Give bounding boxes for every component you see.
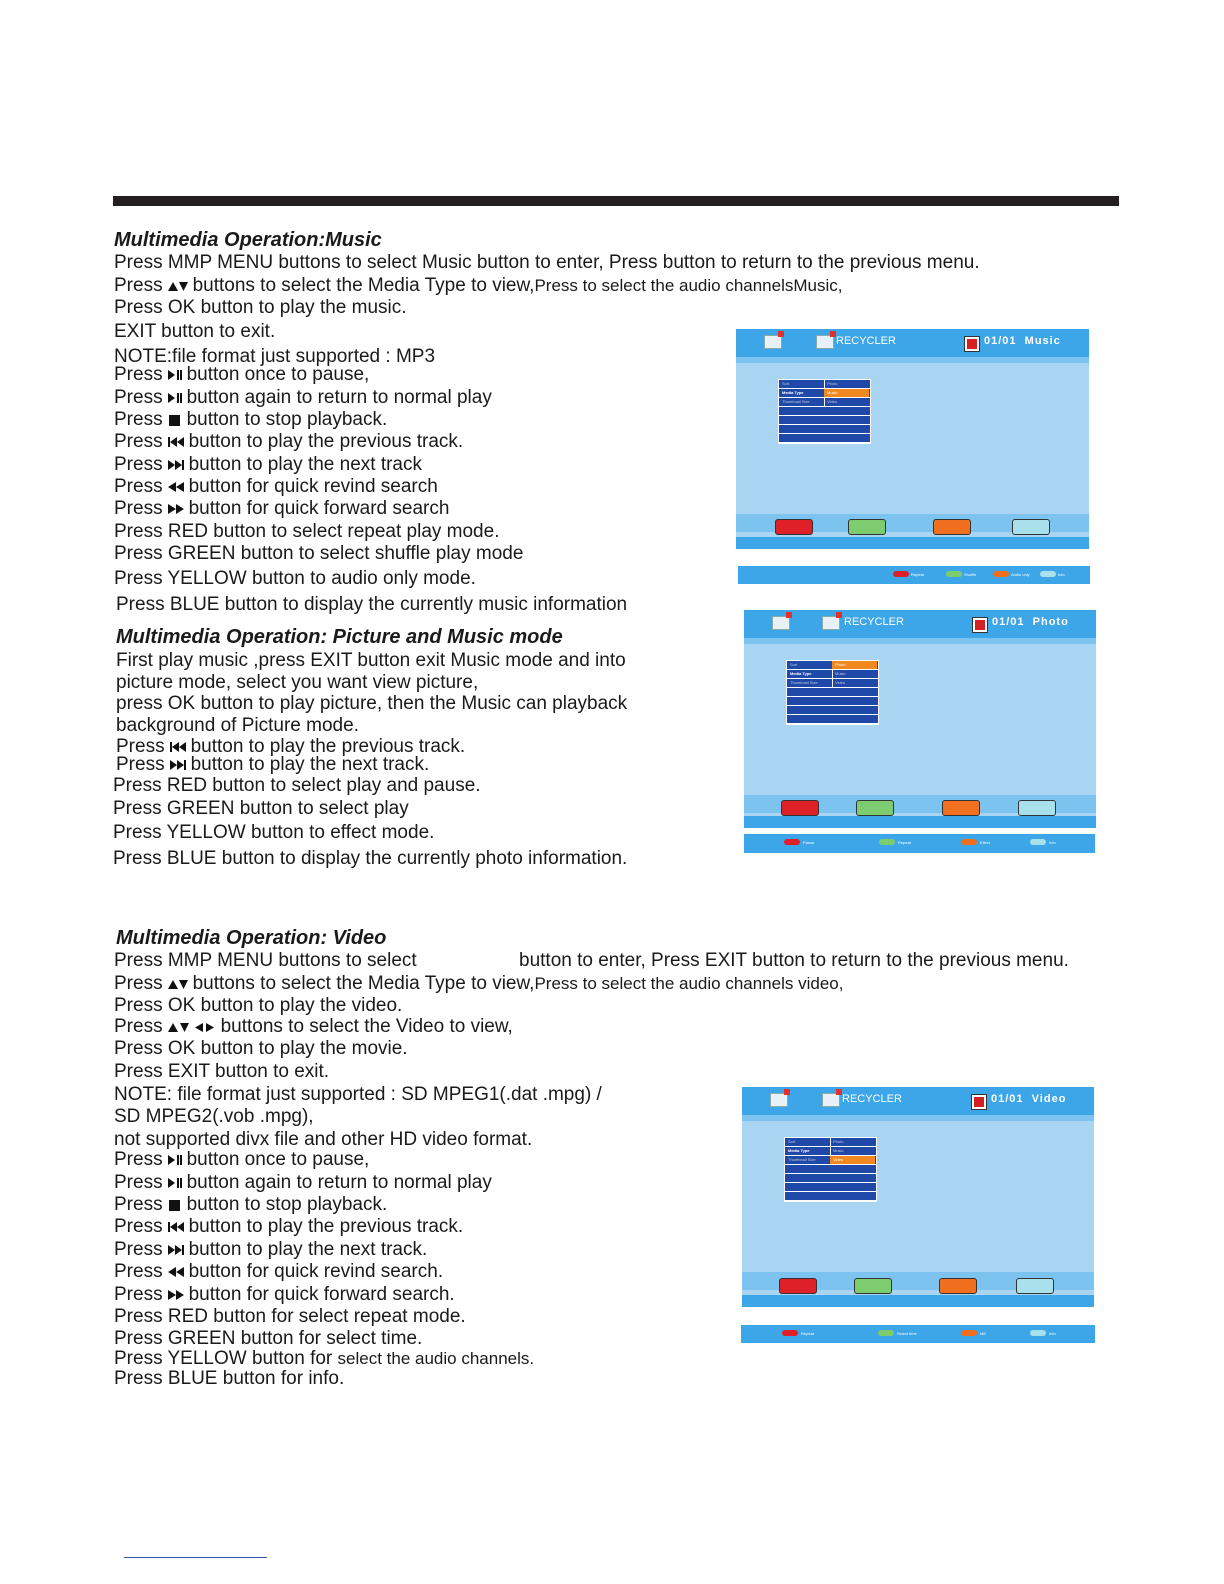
line-text: button to play the previous track. [188, 1216, 464, 1237]
orange-dot [993, 571, 1009, 577]
menu-photo[interactable]: Photo [827, 381, 838, 386]
stop-icon [167, 1199, 183, 1211]
screen-topbar-stripe [736, 357, 1089, 363]
line-text: button to play the previous track. [188, 431, 464, 452]
blue-button[interactable] [1012, 519, 1050, 535]
next-track-icon [169, 759, 187, 771]
green-dot [878, 1330, 894, 1336]
menu-media-type[interactable]: Media Type [787, 670, 833, 678]
folder-icon [770, 1093, 788, 1107]
menu-photo[interactable]: Photo [833, 1139, 844, 1144]
page-counter [992, 616, 1069, 628]
recycler-label: RECYCLER [836, 335, 896, 347]
menu-video[interactable]: Video [827, 399, 838, 404]
fast-forward-icon [167, 1289, 185, 1301]
screen-topbar-stripe [744, 638, 1096, 644]
green-button[interactable] [856, 800, 894, 816]
previous-track-icon [169, 741, 187, 753]
blue-button[interactable] [1018, 800, 1056, 816]
folder-icon [764, 335, 782, 349]
video-rewind-line [114, 1261, 443, 1283]
direction-arrows-icon [167, 1021, 217, 1033]
folder-icon [816, 335, 834, 349]
picture-line-3: press OK button to play picture, then the Music can playback [116, 693, 628, 714]
menu-music[interactable]: Music [833, 1148, 844, 1153]
menu-media-type[interactable]: Media Type [779, 389, 825, 397]
next-track-icon [167, 459, 185, 471]
line-text: button to stop playback. [186, 409, 388, 430]
music-yellow-line: Press YELLOW button to audio only mode. [114, 568, 476, 589]
video-line-1b: button to enter, Press EXIT button to return to the previous menu. [519, 950, 1069, 971]
video-resume-line [114, 1172, 492, 1194]
up-down-arrows-icon [167, 978, 189, 990]
legend-label: Audio only [1011, 572, 1030, 577]
video-red-line: Press RED button for select repeat mode. [114, 1306, 466, 1327]
press-word: Press [114, 1216, 163, 1237]
legend-label: Select time [897, 1331, 917, 1336]
menu-photo[interactable]: Photo [832, 661, 877, 669]
video-stop-line [114, 1194, 387, 1216]
menu-music[interactable]: Music [835, 671, 846, 676]
blue-dot [1030, 1330, 1046, 1336]
green-dot [879, 839, 895, 845]
folder-icon [822, 616, 840, 630]
page-counter [984, 335, 1061, 347]
blue-button[interactable] [1016, 1278, 1054, 1294]
video-heading: Multimedia Operation: Video [116, 927, 387, 949]
line-text: button to stop playback. [186, 1194, 388, 1215]
blue-dot [1030, 839, 1046, 845]
green-dot [946, 571, 962, 577]
picture-yellow-line: Press YELLOW button to effect mode. [113, 822, 435, 843]
media-menu[interactable] [786, 660, 879, 725]
picture-line-1: First play music ,press EXIT button exit Music mode and into [116, 650, 626, 671]
press-word: Press [114, 431, 163, 452]
play-pause-icon [167, 1177, 183, 1189]
legend-label: Shuffle [964, 572, 977, 577]
press-word: Press [114, 454, 163, 475]
menu-thumb[interactable]: Thumbnail Size [785, 1156, 831, 1164]
music-forward-line [114, 498, 449, 520]
video-screen [742, 1087, 1094, 1307]
screen-topbar-stripe [742, 1115, 1094, 1121]
press-word: Press [114, 498, 163, 519]
page-number: 01/01 [984, 335, 1017, 347]
video-line-6: Press EXIT button to exit. [114, 1061, 330, 1082]
legend-label: Repeat [801, 1331, 814, 1336]
mode-label: Video [1031, 1093, 1067, 1105]
video-green-line: Press GREEN button for select time. [114, 1328, 423, 1349]
music-line-2-extra: Press to select the audio channelsMusic, [534, 276, 843, 295]
red-button[interactable] [781, 800, 819, 816]
folder-icon [772, 616, 790, 630]
folder-icon [822, 1093, 840, 1107]
menu-sort[interactable]: Sort [785, 1138, 831, 1146]
video-line-1a: Press MMP MENU buttons to select [114, 950, 417, 971]
music-stop-line [114, 409, 387, 431]
legend-label: Effect [980, 840, 991, 845]
legend-label: Info [1049, 840, 1056, 845]
green-button[interactable] [848, 519, 886, 535]
picture-line-2: picture mode, select you want view picture, [116, 672, 479, 693]
picture-heading: Multimedia Operation: Picture and Music mode [116, 626, 563, 648]
music-line-2-text: buttons to select the Media Type to view, [192, 275, 535, 296]
video-prev-line [114, 1216, 463, 1238]
menu-thumb[interactable]: Thumbnail Size [787, 679, 833, 687]
press-word: Press [114, 1239, 163, 1260]
footer-rule [124, 1557, 267, 1558]
music-next-line [114, 454, 422, 476]
page-counter [991, 1093, 1066, 1105]
press-word: Press [114, 409, 163, 430]
previous-track-icon [167, 436, 185, 448]
line-text: button once to pause, [186, 1149, 370, 1170]
media-menu[interactable] [784, 1137, 877, 1202]
orange-dot [961, 839, 977, 845]
video-line-2 [114, 973, 843, 995]
next-track-icon [167, 1244, 185, 1256]
press-word: Press [116, 754, 165, 775]
music-pause-line [114, 364, 369, 386]
up-down-arrows-icon [167, 280, 189, 292]
screen-bottom-stripe [736, 537, 1089, 549]
video-pause-line [114, 1149, 369, 1171]
press-word: Press [114, 387, 163, 408]
orange-dot [961, 1330, 977, 1336]
picture-blue-line: Press BLUE button to display the currently photo information. [113, 848, 628, 869]
previous-track-icon [167, 1221, 185, 1233]
rewind-icon [167, 1266, 185, 1278]
picture-line-4: background of Picture mode. [116, 715, 359, 736]
video-blue-line: Press BLUE button for info. [114, 1368, 345, 1389]
video-yellow-line [114, 1348, 534, 1370]
music-red-line: Press RED button to select repeat play mode. [114, 521, 500, 542]
play-pause-icon [167, 392, 183, 404]
legend-label: Pause [803, 840, 815, 845]
music-line-3: Press OK button to play the music. [114, 297, 407, 318]
photo-screen [744, 610, 1096, 828]
stop-icon [167, 414, 183, 426]
press-word: Press [114, 476, 163, 497]
page-number: 01/01 [992, 616, 1025, 628]
screen-bottom-stripe [742, 1295, 1094, 1307]
yellow-button[interactable] [939, 1278, 977, 1294]
photo-legend [744, 834, 1095, 853]
line-text: Press YELLOW button for [114, 1348, 338, 1369]
menu-sort[interactable]: Sort [779, 380, 825, 388]
music-rewind-line [114, 476, 438, 498]
mode-label: Photo [1032, 616, 1069, 628]
music-blue-line: Press BLUE button to display the currently music information [116, 594, 628, 615]
music-legend [738, 566, 1090, 584]
play-pause-icon [167, 369, 183, 381]
media-icon [971, 1094, 987, 1110]
line-text: buttons to select the Media Type to view, [192, 973, 535, 994]
line-text: button to play the next track [188, 454, 422, 475]
press-word: Press [114, 364, 163, 385]
line-text: button for quick revind search [188, 476, 438, 497]
red-dot [782, 1330, 798, 1336]
music-line-1: Press MMP MENU buttons to select Music button to enter, Press button to return to the previous menu. [114, 252, 980, 273]
line-text: button once to pause, [186, 364, 370, 385]
legend-label: Info [1049, 1331, 1056, 1336]
press-word: Press [114, 1194, 163, 1215]
music-heading: Multimedia Operation:Music [114, 229, 382, 251]
header-rule [113, 196, 1119, 206]
picture-next-line [116, 754, 429, 776]
red-button[interactable] [775, 519, 813, 535]
menu-video[interactable]: Video [835, 680, 846, 685]
yellow-button[interactable] [933, 519, 971, 535]
picture-green-line: Press GREEN button to select play [113, 798, 409, 819]
press-word: Press [116, 736, 165, 757]
music-resume-line [114, 387, 492, 409]
video-line-5: Press OK button to play the movie. [114, 1038, 408, 1059]
video-note-2: SD MPEG2(.vob .mpg), [114, 1106, 314, 1127]
video-forward-line [114, 1284, 455, 1306]
red-button[interactable] [779, 1278, 817, 1294]
recycler-label: RECYCLER [844, 616, 904, 628]
line-text: button again to return to normal play [186, 387, 492, 408]
music-note: NOTE:file format just supported : MP3 [114, 346, 436, 367]
music-green-line: Press GREEN button to select shuffle play mode [114, 543, 524, 564]
line-text: buttons to select the Video to view, [220, 1016, 513, 1037]
menu-media-type[interactable]: Media Type [785, 1147, 831, 1155]
menu-sort[interactable]: Sort [787, 661, 833, 669]
press-word: Press [114, 1172, 163, 1193]
menu-music[interactable]: Music [824, 389, 869, 397]
video-note-3: not supported divx file and other HD video format. [114, 1129, 533, 1150]
line-text: button to play the previous track. [190, 736, 466, 757]
play-pause-icon [167, 1154, 183, 1166]
video-line-3: Press OK button to play the video. [114, 995, 403, 1016]
menu-thumb[interactable]: Thumbnail Size [779, 398, 825, 406]
line-text: button to play the next track. [188, 1239, 428, 1260]
legend-label: Info [1058, 572, 1065, 577]
video-next-line [114, 1239, 427, 1261]
recycler-label: RECYCLER [842, 1093, 902, 1105]
line-extra: Press to select the audio channels video, [534, 974, 844, 993]
legend-label: ME [980, 1331, 986, 1336]
rewind-icon [167, 481, 185, 493]
music-screen [736, 329, 1089, 549]
line-text: button for quick forward search [188, 498, 450, 519]
green-button[interactable] [854, 1278, 892, 1294]
video-note-1: NOTE: file format just supported : SD MPEG1(.dat .mpg) / [114, 1084, 602, 1105]
press-word: Press [114, 1149, 163, 1170]
legend-label: Repeat [898, 840, 911, 845]
yellow-button[interactable] [942, 800, 980, 816]
blue-dot [1040, 571, 1056, 577]
picture-red-line: Press RED button to select play and pause. [113, 775, 481, 796]
line-text: button for quick revind search. [188, 1261, 444, 1282]
line-text: button for quick forward search. [188, 1284, 455, 1305]
line-text: button to play the next track. [190, 754, 430, 775]
red-dot [784, 839, 800, 845]
menu-video[interactable]: Video [830, 1156, 875, 1164]
press-word: Press [114, 1016, 163, 1037]
press-word: Press [114, 1261, 163, 1282]
music-line-2 [114, 275, 843, 297]
press-word: Press [114, 973, 163, 994]
line-extra: select the audio channels. [337, 1349, 535, 1368]
video-legend [741, 1325, 1095, 1343]
line-text: button again to return to normal play [186, 1172, 492, 1193]
press-word: Press [114, 1284, 163, 1305]
media-icon [972, 617, 988, 633]
mode-label: Music [1024, 335, 1061, 347]
media-menu[interactable] [778, 379, 871, 444]
press-word: Press [114, 275, 163, 296]
music-line-4: EXIT button to exit. [114, 321, 276, 342]
page-number: 01/01 [991, 1093, 1024, 1105]
fast-forward-icon [167, 503, 185, 515]
music-prev-line [114, 431, 463, 453]
media-icon [964, 336, 980, 352]
legend-label: Repeat [911, 572, 924, 577]
video-line-4 [114, 1016, 513, 1038]
screen-bottom-stripe [744, 816, 1096, 828]
red-dot [893, 571, 909, 577]
